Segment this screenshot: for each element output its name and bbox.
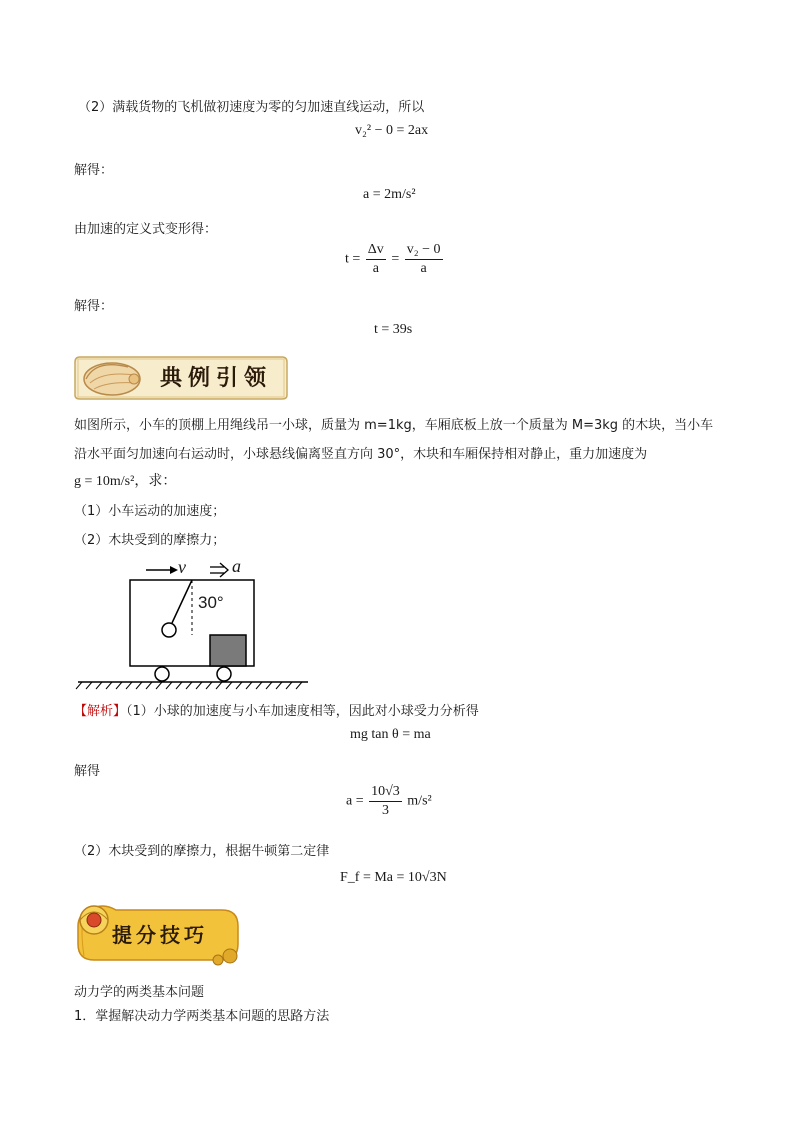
question-1: （1）小车运动的加速度； — [74, 504, 226, 519]
equation-2: a = 2m/s² — [363, 187, 416, 202]
equation-7: F_f = Ma = 10√3N — [340, 870, 447, 885]
eq3-f1-den: a — [372, 261, 379, 276]
banner-example-title: 典例引领 — [160, 365, 273, 391]
tips-heading: 动力学的两类基本问题 — [74, 985, 205, 1000]
derivation-text: 由加速的定义式变形得： — [74, 222, 218, 237]
example-line-1: 如图所示，小车的顶棚上用绳线吊一小球，质量为 m=1kg，车厢底板上放一个质量为 M=3kg 的木块，当小车 — [74, 418, 714, 433]
equation-3 — [345, 242, 445, 277]
acceleration-letter: a — [232, 556, 241, 576]
solve-label-2: 解得： — [74, 299, 114, 314]
eq3-fraction-1 — [366, 242, 386, 277]
eq3-lhs: t = — [345, 251, 361, 267]
eq3-equals: = — [391, 251, 400, 267]
solve-label-3: 解得 — [74, 764, 101, 779]
eq3-f2-den: a — [420, 261, 427, 276]
question-2: （2）木块受到的摩擦力； — [74, 533, 226, 548]
equation-1: v₂² − 0 = 2ax — [355, 123, 429, 138]
eq6-unit: m/s² — [407, 793, 432, 809]
eq6-num: 10√3 — [369, 784, 402, 802]
eq6-lhs: a = — [346, 793, 364, 809]
example-line-2: 沿水平面匀加速向右运动时，小球悬线偏离竖直方向 30°，木块和车厢保持相对静止，重力加速度为 — [74, 447, 648, 462]
analysis-text-1: （1）小球的加速度与小车加速度相等，因此对小球受力分析得 — [126, 704, 479, 719]
eq6-fraction — [369, 784, 402, 819]
analysis-line-2: （2）木块受到的摩擦力，根据牛顿第二定律 — [74, 844, 330, 859]
eq3-f2-num: v₂ − 0 — [405, 242, 443, 260]
analysis-tag: 【解析】 — [74, 704, 127, 719]
gold-ornament-icon — [74, 900, 114, 940]
cart-figure — [72, 555, 312, 693]
intro-text: （2）满载货物的飞机做初速度为零的匀加速直线运动，所以 — [78, 100, 425, 115]
angle-label: 30° — [198, 593, 224, 612]
equation-6 — [346, 784, 432, 819]
eq3-f1-num: Δv — [366, 242, 386, 260]
tips-item-1: 1．掌握解决动力学两类基本问题的思路方法 — [74, 1009, 330, 1024]
seashell-icon — [76, 353, 144, 399]
example-line-3: g = 10m/s²，求： — [74, 474, 177, 489]
banner-tips — [72, 900, 244, 966]
eq3-fraction-2 — [405, 242, 443, 277]
eq6-den: 3 — [381, 803, 389, 818]
banner-tips-title: 提分技巧 — [112, 923, 208, 947]
equation-4: t = 39s — [374, 322, 413, 337]
equation-5: mg tan θ = ma — [350, 727, 431, 742]
solve-label-1: 解得： — [74, 163, 114, 178]
velocity-label: v — [178, 557, 186, 577]
banner-example — [74, 349, 288, 403]
analysis-line-1 — [74, 700, 479, 719]
